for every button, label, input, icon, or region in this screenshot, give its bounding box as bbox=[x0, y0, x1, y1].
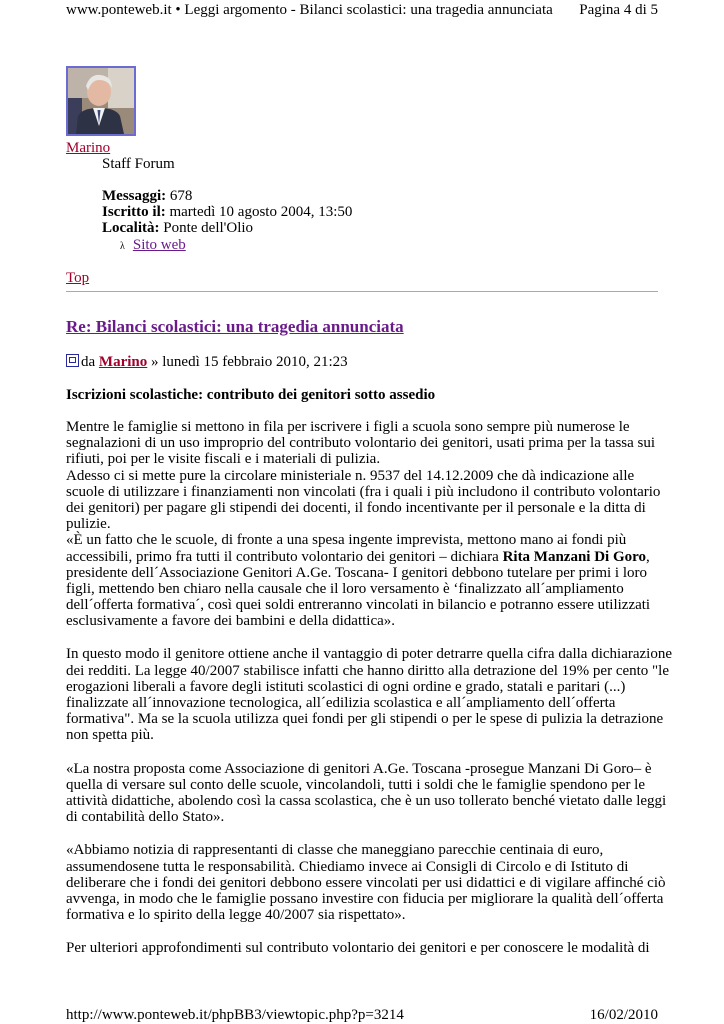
text-line: dei redditi. La legge 40/2007 stabilisce infatti che hanno diritto alla detrazione del 19% per cento "le bbox=[66, 662, 669, 679]
text-line: non spetta più. bbox=[66, 727, 154, 744]
profile-location bbox=[102, 220, 352, 236]
text-segment: accessibili, primo fra tutti il contributo volontario dei genitori – dichiara bbox=[66, 548, 503, 565]
text-line: Adesso ci si mette pure la circolare ministeriale n. 9537 del 14.12.2009 che dà indicazione alle bbox=[66, 467, 635, 484]
print-footer-date: 16/02/2010 bbox=[589, 1007, 658, 1023]
profile-posts-value: 678 bbox=[169, 188, 193, 204]
text-line: finalizzate all´innovazione tecnologica, all´edilizia scolastica e all´ampliamento dell´offerta bbox=[66, 695, 616, 711]
website-bullet-icon: λ bbox=[120, 241, 125, 252]
text-line: attività didattiche, abolendo così la cassa scolastica, che è un uso tollerato benché vietato dalle leggi bbox=[66, 792, 667, 809]
text-line: avvenga, in modo che le famiglie possano investire con fiducia per migliorare la qualità dell´offerta bbox=[66, 890, 664, 907]
post-body bbox=[66, 419, 673, 957]
text-segment: , bbox=[646, 548, 650, 565]
avatar[interactable] bbox=[66, 66, 136, 136]
post-meta bbox=[66, 353, 348, 371]
post-title-link[interactable]: Re: Bilanci scolastici: una tragedia annunciata bbox=[66, 317, 404, 336]
post-icon[interactable] bbox=[66, 354, 79, 367]
profile-posts-label: Messaggi: bbox=[102, 188, 167, 204]
text-line: segnalazioni di un uso improprio del contributo volontario dei genitori, usati prima per la tassa sui bbox=[66, 435, 656, 452]
paragraph-4 bbox=[66, 842, 666, 923]
post-author-link[interactable]: Marino bbox=[98, 354, 148, 370]
text-line: erogazioni liberali a favore degli istituti scolastici di ogni ordine e grado, statali e paritari (...) bbox=[66, 678, 626, 695]
text-line: rifiuti, poi per le visite fiscali e i materiali di pulizia. bbox=[66, 451, 381, 468]
text-line: dell´offerta formativa´, così quei soldi entreranno vincolati in bilancio e potranno essere utilizzati bbox=[66, 597, 651, 614]
profile-username-link[interactable]: Marino bbox=[66, 140, 111, 156]
text-line: formativa e lo spirito della legge 40/2007 sia rispettato». bbox=[66, 907, 406, 924]
profile-joined-label: Iscritto il: bbox=[102, 204, 166, 220]
quoted-name: Rita Manzani Di Goro bbox=[502, 548, 647, 565]
text-line: Per ulteriori approfondimenti sul contributo volontario dei genitori e per conoscere le modalità di bbox=[66, 940, 650, 957]
profile-joined bbox=[102, 204, 352, 220]
print-footer-url: http://www.ponteweb.it/phpBB3/viewtopic.php?p=3214 bbox=[66, 1007, 404, 1023]
text-line: «È un fatto che le scuole, di fronte a una spesa ingente imprevista, mettono mano ai fondi più bbox=[66, 532, 627, 549]
avatar-photo bbox=[68, 68, 134, 134]
paragraph-2 bbox=[66, 646, 673, 744]
profile-posts bbox=[102, 188, 352, 204]
text-line: formativa". Ma se la scuola utilizza quei fondi per gli stipendi o per le spese di pulizia la detrazione bbox=[66, 711, 664, 728]
text-line bbox=[66, 549, 666, 565]
paragraph-1 bbox=[66, 419, 666, 629]
text-line: esclusivamente a favore dei bambini e della didattica». bbox=[66, 613, 396, 630]
divider bbox=[66, 291, 658, 292]
text-line: assumendosene tutta le responsabilità. Chiediamo invece ai Consigli di Circolo e di Istituto di bbox=[66, 858, 629, 875]
print-page-number: Pagina 4 di 5 bbox=[579, 2, 658, 18]
text-line: In questo modo il genitore ottiene anche il vantaggio di poter detrarre quella cifra dalla dichiarazione bbox=[66, 646, 673, 663]
website-link[interactable]: Sito web bbox=[132, 237, 186, 253]
profile-rank: Staff Forum bbox=[102, 156, 175, 172]
post-date: » lunedì 15 febbraio 2010, 21:23 bbox=[151, 354, 348, 370]
profile-location-value: Ponte dell'Olio bbox=[163, 220, 254, 236]
profile-username[interactable] bbox=[66, 139, 110, 157]
text-line: «Abbiamo notizia di rappresentanti di classe che maneggiano parecchie centinaia di euro, bbox=[66, 842, 604, 859]
top-link-container bbox=[66, 269, 89, 287]
post-by: da bbox=[81, 354, 96, 370]
profile-location-label: Località: bbox=[102, 220, 160, 236]
text-line: di contabilità dello Stato». bbox=[66, 809, 225, 826]
post-subheading: Iscrizioni scolastiche: contributo dei genitori sotto assedio bbox=[66, 387, 436, 403]
profile-joined-value: martedì 10 agosto 2004, 13:50 bbox=[169, 204, 353, 220]
text-line: deliberare che i fondi dei genitori debbono essere vincolati per usi didattici e di vigilare affinché ciò bbox=[66, 874, 666, 891]
text-line: quella di versare sul conto delle scuole, vincolandoli, tutti i soldi che le famiglie spendono per le bbox=[66, 776, 646, 793]
top-link[interactable]: Top bbox=[66, 270, 90, 286]
text-line: figli, mettendo ben chiaro nella causale che il loro versamento è ‘finalizzato all´ampliamento bbox=[66, 580, 624, 597]
print-header-title: www.ponteweb.it • Leggi argomento - Bilanci scolastici: una tragedia annunciata bbox=[66, 2, 553, 18]
profile-website bbox=[120, 236, 186, 256]
paragraph-3 bbox=[66, 761, 666, 826]
text-line: scuole di utilizzare i finanziamenti non vincolati (fra i quali i più includono il contributo volontario bbox=[66, 483, 661, 500]
paragraph-5 bbox=[66, 940, 666, 956]
post-title[interactable] bbox=[66, 317, 404, 337]
text-line: «La nostra proposta come Associazione di genitori A.Ge. Toscana -prosegue Manzani Di Goro– è bbox=[66, 760, 652, 777]
profile-details bbox=[102, 156, 352, 236]
text-line: dei genitori) per pagare gli stipendi dei docenti, il fondo incentivante per il personale e la ditta di bbox=[66, 499, 646, 516]
text-line: pulizie. bbox=[66, 516, 111, 533]
text-line: presidente dell´Associazione Genitori A.Ge. Toscana- I genitori debbono tutelare per primi i loro bbox=[66, 564, 647, 581]
text-line: Mentre le famiglie si mettono in fila per iscrivere i figli a scuola sono sempre più numerose le bbox=[66, 419, 630, 435]
